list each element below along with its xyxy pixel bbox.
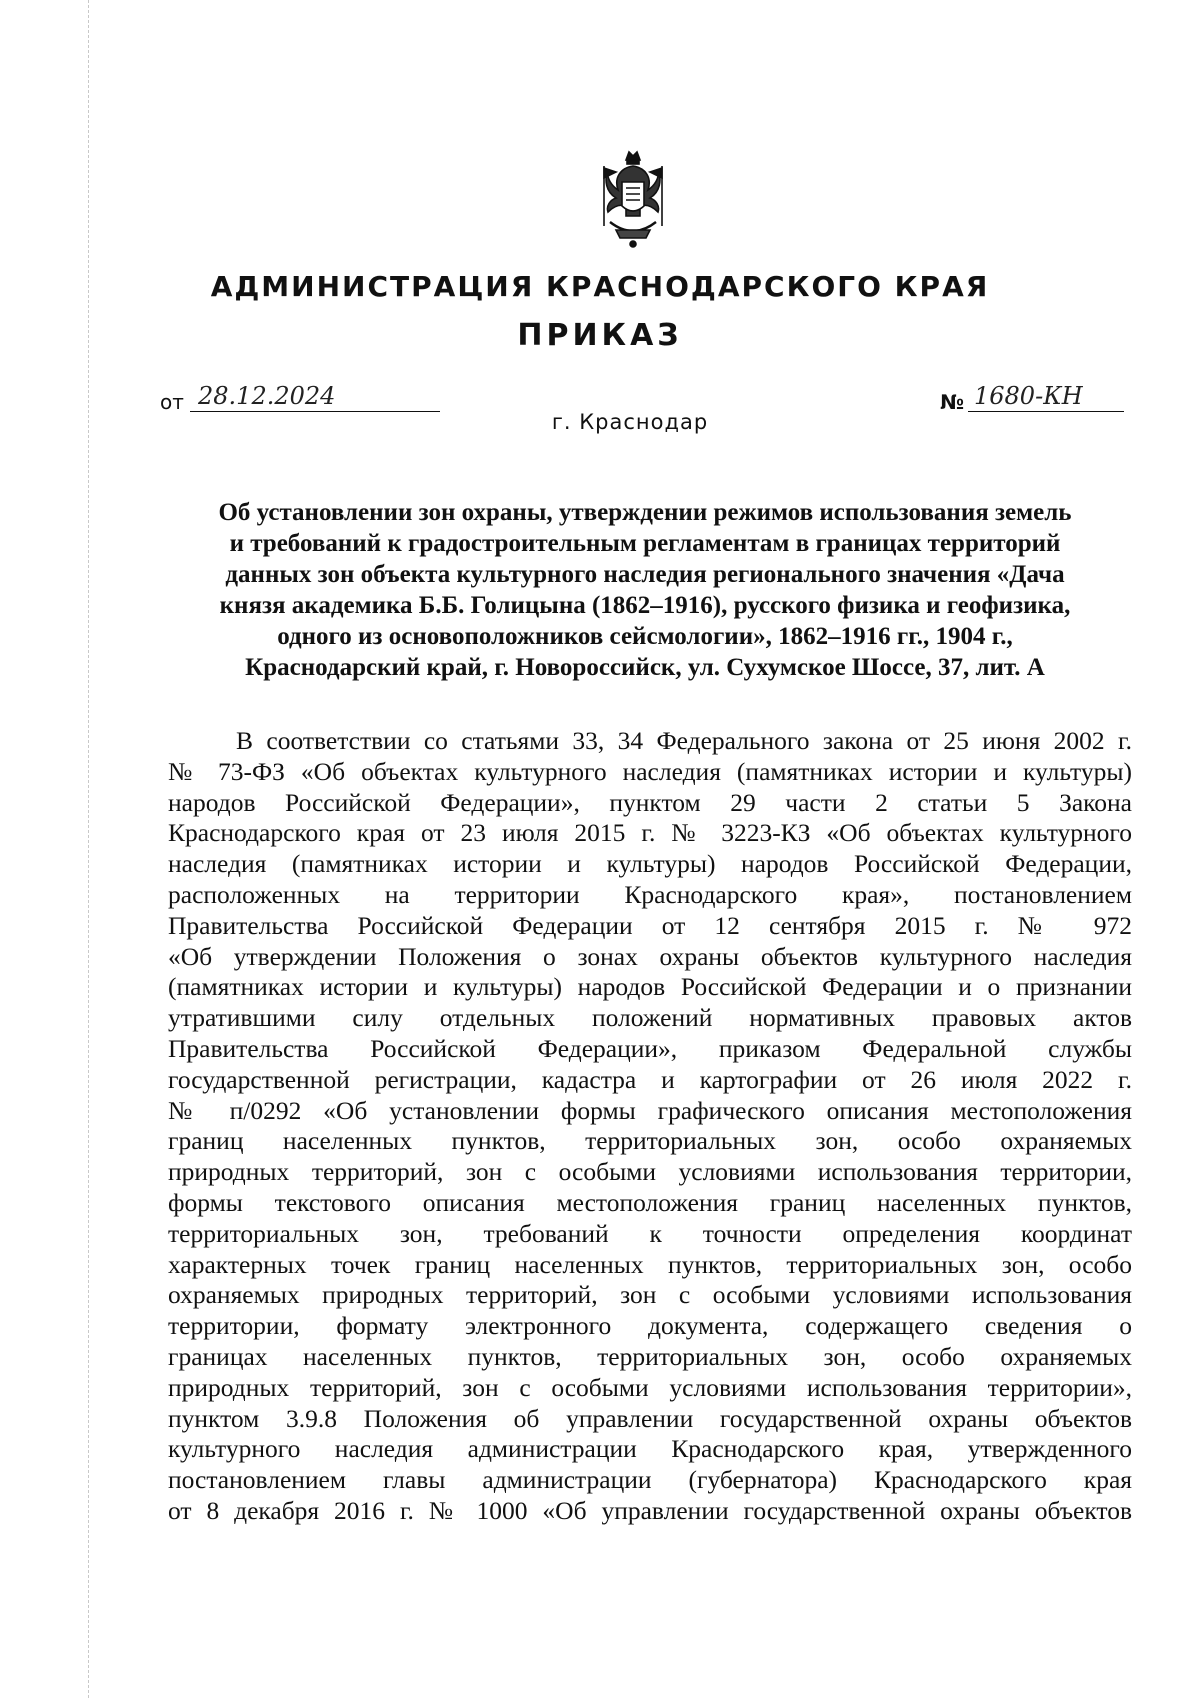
date-label: от — [160, 390, 184, 414]
body-line: наследия (памятниках истории и культуры) народов Российской Федерации, — [168, 849, 1132, 879]
body-line: территории, формату электронного документа, содержащего сведения о — [168, 1311, 1132, 1341]
title-line: данных зон объекта культурного наследия регионального значения «Дача — [225, 561, 1065, 588]
body-line: пунктом 3.9.8 Положения об управлении государственной охраны объектов — [168, 1403, 1132, 1433]
body-line: охраняемых природных территорий, зон с особыми условиями использования — [168, 1280, 1132, 1310]
body-line: № п/0292 «Об установлении формы графического описания местоположения — [168, 1095, 1132, 1125]
body-line: формы текстового описания местоположения границ населенных пунктов, — [168, 1187, 1132, 1217]
body-line: народов Российской Федерации», пунктом 29 части 2 статьи 5 Закона — [168, 787, 1132, 817]
body-line: № 73-ФЗ «Об объектах культурного наследия (памятниках истории и культуры) — [168, 756, 1132, 786]
body-line: природных территорий, зон с особыми условиями использования территории, — [168, 1157, 1132, 1187]
body-line: границах населенных пунктов, территориальных зон, особо охраняемых — [168, 1341, 1132, 1371]
krasnodar-coat-of-arms-icon — [596, 146, 670, 250]
title-line: и требований к градостроительным регламентам в границах территорий — [229, 530, 1061, 557]
title-line: Краснодарский край, г. Новороссийск, ул. Сухумское Шоссе, 37, лит. А — [245, 654, 1045, 681]
body-line: расположенных на территории Краснодарского края», постановлением — [168, 879, 1132, 909]
body-line: от 8 декабря 2016 г. № 1000 «Об управлении государственной охраны объектов — [168, 1495, 1132, 1525]
body-line: Правительства Российской Федерации от 12 сентября 2015 г. № 972 — [168, 910, 1132, 940]
body-line: постановлением главы администрации (губернатора) Краснодарского края — [168, 1465, 1132, 1495]
title-line: князя академика Б.Б. Голицына (1862–1916), русского физика и геофизика, — [219, 592, 1071, 619]
document-type: ПРИКАЗ — [517, 318, 683, 353]
title-line: одного из основоположников сейсмологии», 1862–1916 гг., 1904 г., — [277, 623, 1013, 650]
document-body — [168, 726, 1132, 1527]
title-line: Об установлении зон охраны, утверждении режимов использования земель — [218, 499, 1072, 526]
body-line: Краснодарского края от 23 июля 2015 г. № 3223-КЗ «Об объектах культурного — [168, 818, 1132, 848]
body-line: культурного наследия администрации Краснодарского края, утвержденного — [168, 1434, 1132, 1464]
body-line: Правительства Российской Федерации», приказом Федеральной службы — [168, 1033, 1132, 1063]
organization-name: АДМИНИСТРАЦИЯ КРАСНОДАРСКОГО КРАЯ — [210, 270, 990, 303]
body-line: В соответствии со статьями 33, 34 Федерального закона от 25 июня 2002 г. — [236, 726, 1132, 755]
city-name: г. Краснодар — [551, 410, 709, 434]
body-line: государственной регистрации, кадастра и картографии от 26 июля 2022 г. — [168, 1064, 1132, 1094]
body-line: утратившими силу отдельных положений нормативных правовых актов — [168, 1003, 1132, 1033]
body-line: природных территорий, зон с особыми условиями использования территории», — [168, 1372, 1132, 1402]
document-title — [160, 497, 1130, 683]
body-line: территориальных зон, требований к точности определения координат — [168, 1218, 1132, 1248]
number-label: № — [940, 390, 965, 414]
body-line: характерных точек границ населенных пунктов, территориальных зон, особо — [168, 1249, 1132, 1279]
scan-margin-line — [88, 0, 89, 1698]
body-line: (памятниках истории и культуры) народов Российской Федерации и о признании — [168, 972, 1132, 1002]
date-handwritten: 28.12.2024 — [190, 382, 440, 412]
body-line: «Об утверждении Положения о зонах охраны объектов культурного наследия — [168, 941, 1132, 971]
number-handwritten: 1680-КН — [968, 382, 1124, 412]
body-line: границ населенных пунктов, территориальных зон, особо охраняемых — [168, 1126, 1132, 1156]
